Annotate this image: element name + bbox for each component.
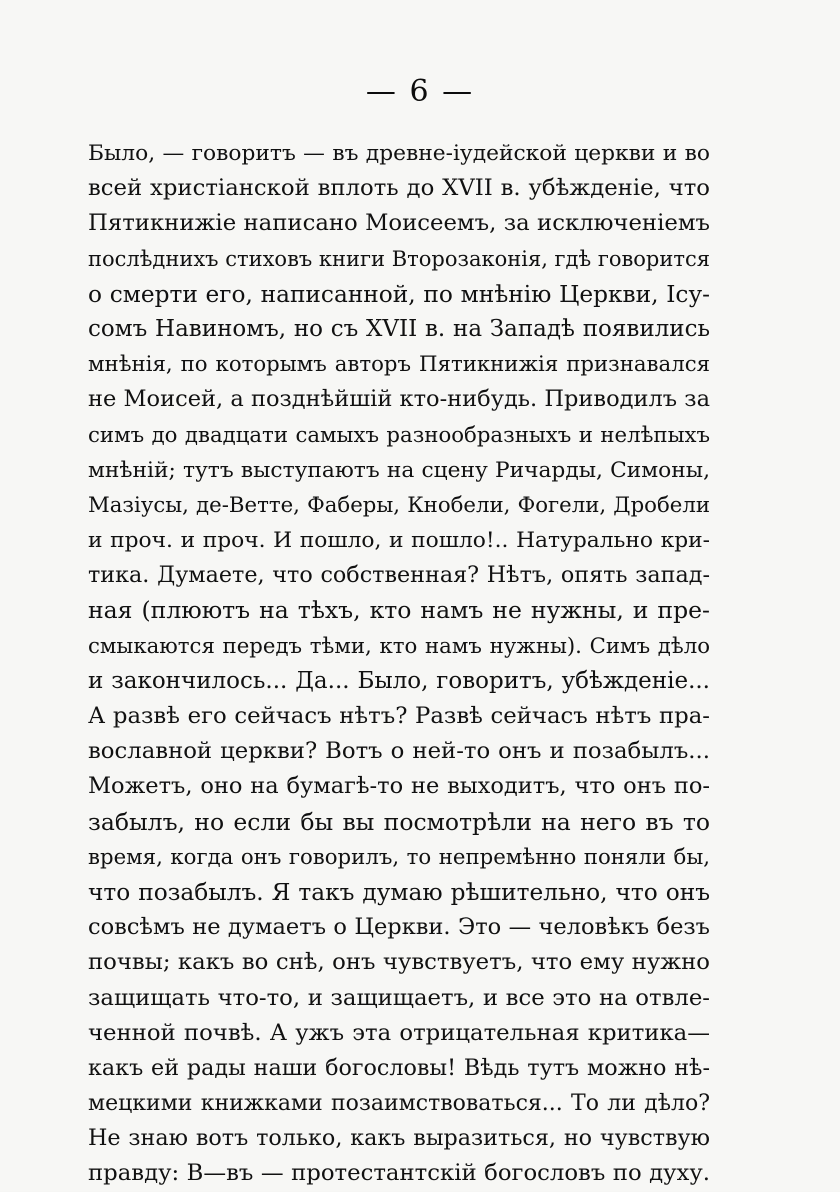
text-line: мецкими книжками позаимствоваться... То ли дѣло? — [88, 1091, 710, 1117]
text-line: сомъ Навиномъ, но съ XVII в. на Западѣ появились — [88, 315, 710, 342]
text-line: Не знаю вотъ только, какъ выразиться, но чувствую — [88, 1125, 710, 1152]
text-line: правду: В—въ — протестантскій богословъ по духу. — [88, 1160, 710, 1187]
body-text — [88, 136, 710, 1192]
text-line: симъ до двадцати самыхъ разнообразныхъ и нелѣпыхъ — [88, 422, 710, 448]
text-line: послѣднихъ стиховъ книги Второзаконія, гдѣ говорится — [88, 246, 711, 271]
text-line: Можетъ, оно на бумагѣ-то не выходитъ, что онъ по- — [88, 773, 710, 800]
page-number: — 6 — — [365, 74, 475, 109]
text-line: вославной церкви? Вотъ о ней-то онъ и позабылъ... — [88, 738, 710, 765]
text-line: время, когда онъ говорилъ, то непремѣнно поняли бы, — [88, 844, 710, 870]
text-line: всей христіанской вплоть до XVII в. убѣжденіе, что — [88, 175, 710, 202]
text-line: забылъ, но если бы вы посмотрѣли на него въ то — [88, 807, 710, 836]
text-line: и проч. и проч. И пошло, и пошло!.. Натурально кри- — [88, 528, 710, 554]
text-line: какъ ей рады наши богословы! Вѣдь тутъ можно нѣ- — [88, 1054, 710, 1081]
text-line: ченной почвѣ. А ужъ эта отрицательная критика— — [88, 1019, 710, 1046]
text-line: Мазіусы, де-Ветте, Фаберы, Кнобели, Фогели, Дробели — [88, 492, 710, 518]
text-line: защищать что-то, и защищаетъ, и все это на отвле- — [88, 984, 710, 1011]
text-line: мнѣній; тутъ выступаютъ на сцену Ричарды, Симоны, — [88, 457, 710, 483]
text-line: совсѣмъ не думаетъ о Церкви. Это — человѣкъ безъ — [88, 914, 710, 941]
text-line: и закончилось... Да... Было, говоритъ, убѣжденіе... — [88, 667, 710, 694]
text-line: А развѣ его сейчасъ нѣтъ? Развѣ сейчасъ нѣтъ пра- — [88, 703, 710, 729]
text-line: почвы; какъ во снѣ, онъ чувствуетъ, что ему нужно — [88, 949, 710, 976]
text-line: не Моисей, а позднѣйшій кто-нибудь. Приводилъ за — [88, 386, 710, 413]
text-line: Было, — говоритъ — въ древне-іудейской церкви и во — [88, 141, 710, 166]
text-line: ная (плюютъ на тѣхъ, кто намъ не нужны, и пре- — [88, 596, 710, 625]
text-line: что позабылъ. Я такъ думаю рѣшительно, что онъ — [88, 878, 710, 906]
text-line: мнѣнія, по которымъ авторъ Пятикнижія признавался — [88, 352, 710, 378]
text-line: смыкаются передъ тѣми, кто намъ нужны). Симъ дѣло — [88, 633, 710, 659]
text-line: тика. Думаете, что собственная? Нѣтъ, опять запад- — [88, 562, 710, 589]
text-line: Пятикнижіе написано Моисеемъ, за исключеніемъ — [88, 210, 710, 237]
text-line: о смерти его, написанной, по мнѣнію Церкви, Ісу- — [88, 280, 710, 308]
